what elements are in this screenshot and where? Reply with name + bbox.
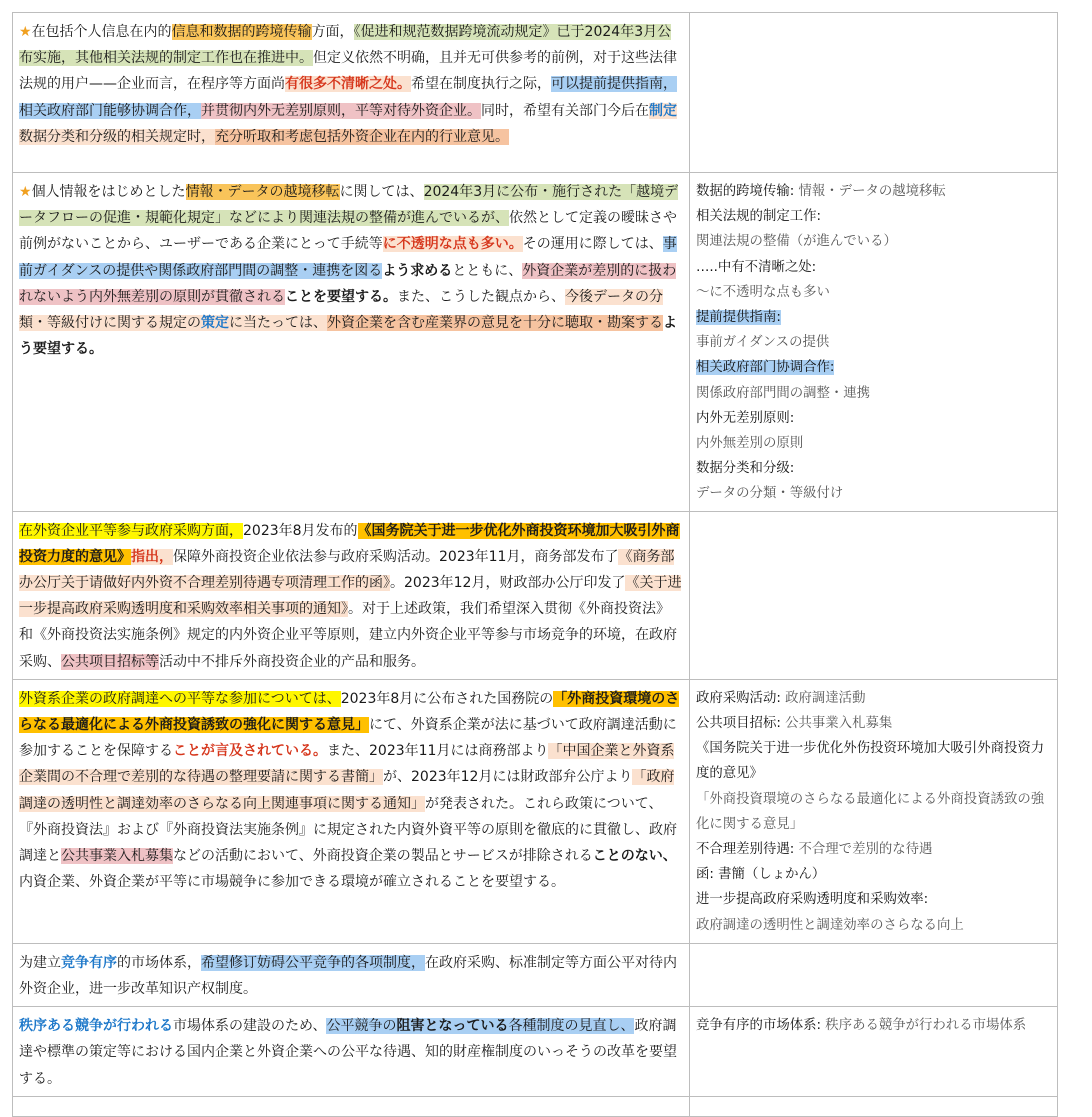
glossary-translation: 内外無差別の原則 (696, 436, 804, 452)
text-segment: 策定 (201, 315, 229, 332)
text-segment: また、こうした観点から、 (397, 288, 565, 305)
glossary-translation: 不合理で差別的な待遇 (794, 842, 933, 858)
text-segment: 充分听取和考虑包括外资企业在内的行业意见。 (215, 128, 509, 145)
glossary-term: 进一步提高政府采购透明度和采购效率: (696, 892, 929, 908)
table-row (13, 13, 1058, 173)
text-segment: 2023年8月に公布された国務院の (340, 690, 554, 707)
text-segment: 制定 (649, 102, 677, 119)
glossary-entry (696, 305, 1051, 355)
glossary-term: 提前提供指南: (696, 310, 781, 326)
text-segment: 外資企業を含む産業界の意見を十分に聴取・勘案する (327, 315, 663, 332)
glossary-term: 不合理差别待遇: (696, 842, 795, 858)
text-segment: 2024年3月に公布・施行された「越境データフローの促進・規範化規定」などにより関連法規の整備が進んでいるが、 (19, 184, 679, 227)
glossary-entry (696, 204, 1051, 254)
star-icon: ★ (19, 184, 32, 200)
glossary-cell (690, 1007, 1058, 1097)
text-segment: 方面， (311, 24, 354, 40)
glossary-translation: 「外商投資環境のさらなる最適化による外商投資誘致の強化に関する意見」 (696, 791, 1045, 832)
text-segment: 《关于进一步提高政府采购透明度和采购效率相关事项的通知》 (19, 575, 682, 618)
glossary-entry (696, 887, 1051, 937)
glossary-cell (690, 679, 1058, 943)
glossary-cell (690, 13, 1058, 173)
text-segment: 《促进和规范数据跨境流动规定》已于2024年3月公布实施，其他相关法规的制定工作也在推进中。 (19, 24, 672, 67)
glossary-entry (696, 1013, 1051, 1038)
source-text-cell (13, 943, 690, 1006)
star-icon: ★ (19, 24, 32, 40)
source-text-cell (13, 511, 690, 679)
text-segment: 公共项目招标等 (61, 653, 159, 670)
text-segment: 公平競争の (326, 1018, 397, 1035)
glossary-entry (696, 355, 1051, 405)
glossary-entry (696, 736, 1051, 837)
text-segment: 保障外商投资企业依法参与政府采购活动。2023年11月，商务部发布了 (173, 548, 619, 565)
table-row (13, 679, 1058, 943)
glossary-translation: 〜に不透明な点も多い (696, 284, 830, 300)
text-segment: にて、外資系企業が法に基づいて政府調達活動に参加することを保障する (19, 717, 677, 760)
glossary-cell (690, 943, 1058, 1006)
text-segment: 活动中不排斥外商投资企业的产品和服务。 (159, 653, 425, 670)
glossary-entry (696, 406, 1051, 456)
table-row (13, 1096, 1058, 1116)
glossary-term: 数据分类和分级: (696, 461, 795, 477)
text-segment: 信息和数据的跨境传输 (171, 24, 312, 40)
glossary-translation: 政府調達活動 (780, 690, 866, 706)
text-segment: 但定义依然不明确，且并无可供参考的前例，对于这些法律法规的用户——企业而言，在程序等方面尚 (19, 50, 677, 93)
glossary-term: 《国务院关于进一步优化外伤投资环境加大吸引外商投资力度的意见》 (696, 741, 1045, 782)
text-segment: 《商务部办公厅关于请做好内外资不合理差别待遇专项清理工作的函》 (19, 548, 675, 592)
glossary-entry (696, 179, 1051, 204)
text-segment: ことが言及されている。 (173, 743, 327, 760)
text-segment: 「中国企業と外資系企業間の不合理で差別的な待遇の整理要請に関する書簡」 (19, 743, 675, 786)
text-segment: 秩序ある競争が行われる (19, 1018, 173, 1035)
text-segment: 政府調達や標準の策定等における国内企業と外資企業への公平な待遇、知的財産権制度のいっそうの改革を要望する。 (19, 1018, 677, 1087)
glossary-translation: 公共事業入札募集 (780, 716, 893, 732)
table-row (13, 511, 1058, 679)
glossary-translation: 情報・データの越境移転 (794, 184, 946, 199)
text-segment: 外資系企業の政府調達への平等な参加については、 (19, 690, 341, 707)
glossary-translation: データの分類・等級付け (696, 486, 844, 502)
text-segment: 内資企業、外資企業が平等に市場競争に参加できる環境が確立されることを要望する。 (19, 874, 565, 891)
table-row (13, 943, 1058, 1006)
glossary-term: 内外无差别原则: (696, 410, 795, 426)
glossary-entry (696, 255, 1051, 305)
text-segment: 依然として定義の曖昧さや前例がないことから、ユーザーである企業にとって手続等 (19, 210, 677, 253)
text-segment: 竞争有序 (61, 954, 117, 971)
glossary-cell (690, 1096, 1058, 1116)
text-segment: 有很多不清晰之处。 (285, 76, 411, 93)
text-segment: その運用に際しては、 (522, 236, 663, 253)
text-segment: ことのない、 (592, 848, 677, 865)
text-segment: 個人情報をはじめとした (31, 184, 186, 200)
glossary-entry (696, 686, 1051, 711)
source-text-cell (13, 1096, 690, 1116)
text-segment: 2023年8月发布的 (243, 522, 358, 539)
text-segment: 希望修订妨碍公平竞争的各项制度， (201, 954, 425, 971)
text-segment: 同时，希望有关部门今后在 (481, 102, 649, 119)
glossary-translation: 関連法規の整備（が進んでいる） (696, 234, 897, 250)
text-segment: 并贯彻内外无差别原则，平等对待外资企业。 (201, 102, 481, 119)
text-segment: よう求める (382, 262, 453, 279)
source-text-cell (13, 1007, 690, 1097)
translation-table (12, 12, 1058, 1117)
source-text-cell (13, 679, 690, 943)
text-segment: 今後データの分類・等級付けに関する規定の (19, 288, 663, 332)
text-segment: とともに、 (452, 262, 523, 279)
glossary-term: 相关政府部门协调合作: (696, 360, 835, 376)
text-segment: 「外商投資環境のさらなる最適化による外商投資誘致の強化に関する意見」 (19, 690, 680, 734)
glossary-cell (690, 511, 1058, 679)
text-segment: 各種制度の見直し、 (508, 1018, 635, 1035)
glossary-term: 相关法规的制定工作: (696, 209, 822, 225)
text-segment: に関しては、 (339, 184, 424, 200)
text-segment: 数据分类和分级的相关规定时， (19, 128, 215, 145)
glossary-term: 公共项目招标: (696, 716, 781, 732)
text-segment: 为建立 (19, 954, 61, 971)
text-segment: 。2023年12月，财政部办公厅印发了 (390, 575, 626, 592)
glossary-term: 函: 書簡（しょかん） (696, 867, 826, 883)
text-segment: に当たっては、 (229, 315, 327, 332)
text-segment: 外資企業が差別的に扱われないよう内外無差別の原則が貫徹される (19, 262, 677, 305)
text-segment: 在外资企业平等参与政府采购方面， (19, 522, 243, 539)
source-text-cell (13, 13, 690, 173)
text-segment: などの活動において、外商投資企業の製品とサービスが排除される (173, 848, 593, 865)
text-segment: 希望在制度执行之际， (411, 76, 551, 93)
table-row (13, 173, 1058, 512)
text-segment: 在政府采购、标准制定等方面公平对待内外资企业，进一步改革知识产权制度。 (19, 954, 677, 998)
glossary-entry (696, 837, 1051, 862)
text-segment: 可以提前提供指南，相关政府部门能够协调合作， (19, 76, 677, 119)
glossary-term: 政府采购活动: (696, 690, 781, 706)
table-row (13, 1007, 1058, 1097)
text-segment: 公共事業入札募集 (61, 848, 173, 865)
glossary-translation: 秩序ある競争が行われる市場体系 (821, 1018, 1027, 1034)
glossary-translation: 政府調達の透明性と調達効率のさらなる向上 (696, 917, 964, 933)
text-segment: 的市场体系， (117, 954, 201, 971)
text-segment: また、2023年11月には商務部より (327, 743, 549, 760)
text-segment: 「政府調達の透明性と調達効率のさらなる向上関連事項に関する通知」 (19, 769, 675, 812)
text-segment: 在包括个人信息在内的 (31, 24, 172, 40)
text-segment: ことを要望する。 (285, 288, 397, 305)
text-segment: 指出， (131, 548, 173, 565)
glossary-term: …..中有不清晰之处: (696, 259, 817, 275)
text-segment: 情報・データの越境移転 (185, 184, 340, 200)
text-segment: に不透明な点も多い。 (382, 236, 523, 253)
glossary-cell (690, 173, 1058, 512)
text-segment: 事前ガイダンスの提供や関係政府部門間の調整・連携を図る (19, 236, 677, 279)
text-segment: 。对于上述政策，我们希望深入贯彻《外商投资法》和《外商投资法实施条例》规定的内外资企业平等原则，建立内外资企业平等参与市场竞争的环境，在政府采购、 (19, 601, 677, 670)
text-segment: 《国务院关于进一步优化外商投资环境加大吸引外商投资力度的意见》 (19, 522, 680, 565)
glossary-entry (696, 711, 1051, 736)
glossary-entry (696, 862, 1051, 887)
text-segment: が、2023年12月には財政部弁公庁より (383, 769, 633, 786)
glossary-term: 数据的跨境传输: (696, 184, 795, 199)
text-segment: が発表された。これら政策について、『外商投資法』および『外商投資法実施条例』に規定された内資外資平等の原則を徹底的に貫徹し、政府調達と (19, 795, 677, 865)
glossary-translation: 事前ガイダンスの提供 (696, 335, 830, 351)
text-segment: よう要望する。 (19, 315, 677, 358)
glossary-translation: 関係政府部門間の調整・連携 (696, 385, 871, 401)
glossary-entry (696, 456, 1051, 506)
source-text-cell (13, 173, 690, 512)
text-segment: 阻害となっている (396, 1018, 509, 1035)
text-segment: 市場体系の建設のため、 (173, 1018, 327, 1035)
glossary-term: 竞争有序的市场体系: (696, 1018, 822, 1034)
